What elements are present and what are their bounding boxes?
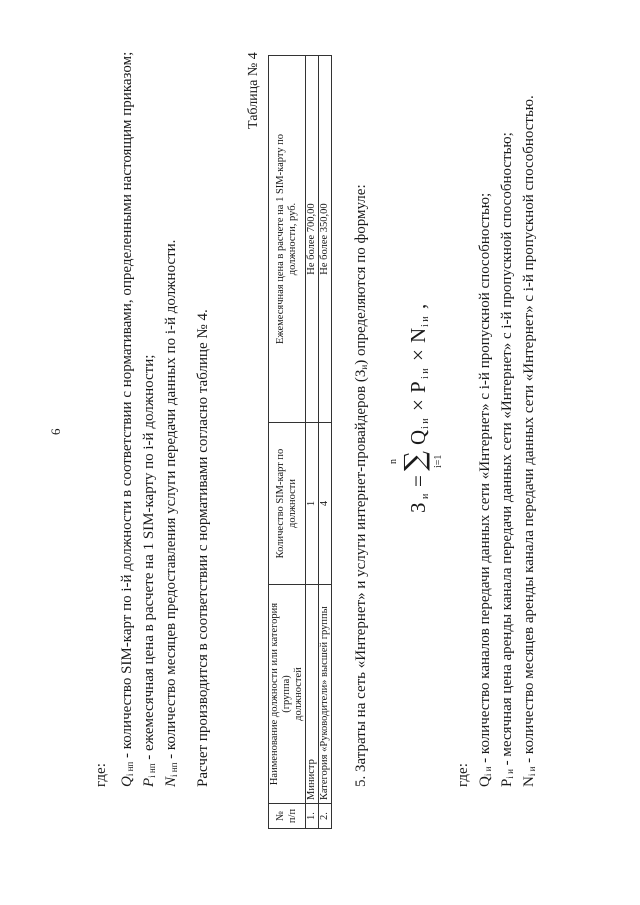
table-header-row	[269, 56, 306, 829]
formula-times-1: ×	[406, 399, 430, 411]
row1-qty: 1	[306, 423, 319, 585]
legend-symbol-p-sub: i и	[505, 769, 515, 779]
formula-times-2: ×	[406, 349, 430, 361]
formula-p: P	[406, 381, 430, 393]
row2-price: Не более 350,00	[319, 56, 332, 423]
intro-item-p-text: - ежемесячная цена в расчете на 1 SIM-карту по i-й должности;	[141, 354, 157, 764]
formula-eq: =	[406, 475, 430, 487]
sim-norms-table	[268, 55, 332, 829]
formula	[388, 283, 448, 513]
symbol-n-sub: i нп	[169, 762, 179, 777]
page-number: 6	[48, 428, 63, 435]
row1-num: 1.	[306, 804, 319, 829]
legend-symbol-p: P	[499, 778, 515, 787]
legend-symbol-q: Q	[477, 776, 493, 787]
calc-note: Расчет производится в соответствии с нормативами согласно таблице № 4.	[195, 309, 211, 787]
formula-lhs-sub: и	[420, 493, 431, 499]
intro-item-q-text: - количество SIM-карт по i-й должности в соответствии с нормативами, определенными настоящим приказом;	[119, 51, 135, 762]
formula-p-sub: i и	[420, 368, 431, 379]
sigma-icon: ∑	[398, 451, 431, 471]
legend-item-p	[498, 132, 519, 787]
header-num-line2: п/п	[287, 808, 298, 824]
legend-symbol-n: N	[521, 776, 537, 787]
formula-q: Q	[406, 429, 430, 445]
intro-item-n-text: - количество месяцев предоставления услуги передачи данных по i-й должности.	[163, 239, 179, 763]
header-price-line1: Ежемесячная цена в расчете на 1 SIM-карту по	[275, 133, 286, 345]
intro-item-q	[118, 52, 139, 787]
row1-name: Министр	[306, 585, 319, 804]
intro-item-n	[162, 240, 183, 787]
header-name-line2: должностей	[293, 667, 304, 721]
header-name	[269, 585, 306, 804]
header-num-line1: №	[275, 810, 286, 822]
table-caption: Таблица № 4	[246, 52, 261, 129]
legend-item-q-text: - количество каналов передачи данных сети «Интернет» с i-й пропускной способностью;	[477, 192, 493, 767]
symbol-n: N	[163, 776, 179, 787]
table-row	[306, 56, 319, 829]
legend-item-n-text: - количество месяцев аренды канала передачи данных сети «Интернет» с i-й пропускной способностью.	[521, 95, 537, 767]
row2-num: 2.	[319, 804, 332, 829]
formula-sum-top: n	[388, 459, 399, 464]
section5-text-end: ) определяются по формуле:	[353, 184, 369, 365]
legend-where-label: где:	[455, 763, 471, 787]
intro-where-label: где:	[93, 763, 109, 787]
table-row	[319, 56, 332, 829]
symbol-p: P	[141, 777, 157, 787]
header-num	[269, 804, 306, 829]
legend-item-p-text: - месячная цена аренды канала передачи данных сети «Интернет» с i-й пропускной способностью;	[499, 132, 515, 770]
intro-item-p	[140, 355, 161, 787]
header-qty	[269, 423, 306, 585]
symbol-q: Q	[119, 776, 135, 787]
formula-n: N	[406, 327, 430, 343]
legend-symbol-q-sub: i и	[483, 766, 493, 777]
row1-price: Не более 700,00	[306, 56, 319, 423]
legend-item-n	[520, 95, 541, 787]
section5-sub: и	[359, 364, 369, 370]
symbol-p-sub: i нп	[147, 763, 157, 778]
header-price	[269, 56, 306, 423]
formula-lhs: З	[406, 502, 430, 513]
formula-n-sub: i и	[420, 316, 431, 327]
header-qty-line1: Количество SIM-карт по	[275, 448, 286, 559]
section5-text	[352, 184, 373, 787]
formula-tail: ,	[406, 303, 430, 309]
symbol-q-sub: i нп	[125, 761, 135, 777]
row2-qty: 4	[319, 423, 332, 585]
formula-sum-bottom: i=1	[433, 454, 444, 468]
section5-text-start: 5. Затраты на сеть «Интернет» и услуги интернет-провайдеров (З	[353, 369, 369, 787]
row2-name: Категория «Руководители» высшей группы	[319, 585, 332, 804]
header-qty-line2: должности	[287, 479, 298, 528]
header-name-line1: Наименование должности или категория (группа)	[269, 602, 292, 786]
formula-q-sub: i и	[420, 418, 431, 429]
header-price-line2: должности, руб.	[287, 202, 298, 276]
legend-item-q	[476, 193, 497, 787]
legend-symbol-n-sub: i и	[527, 766, 537, 777]
